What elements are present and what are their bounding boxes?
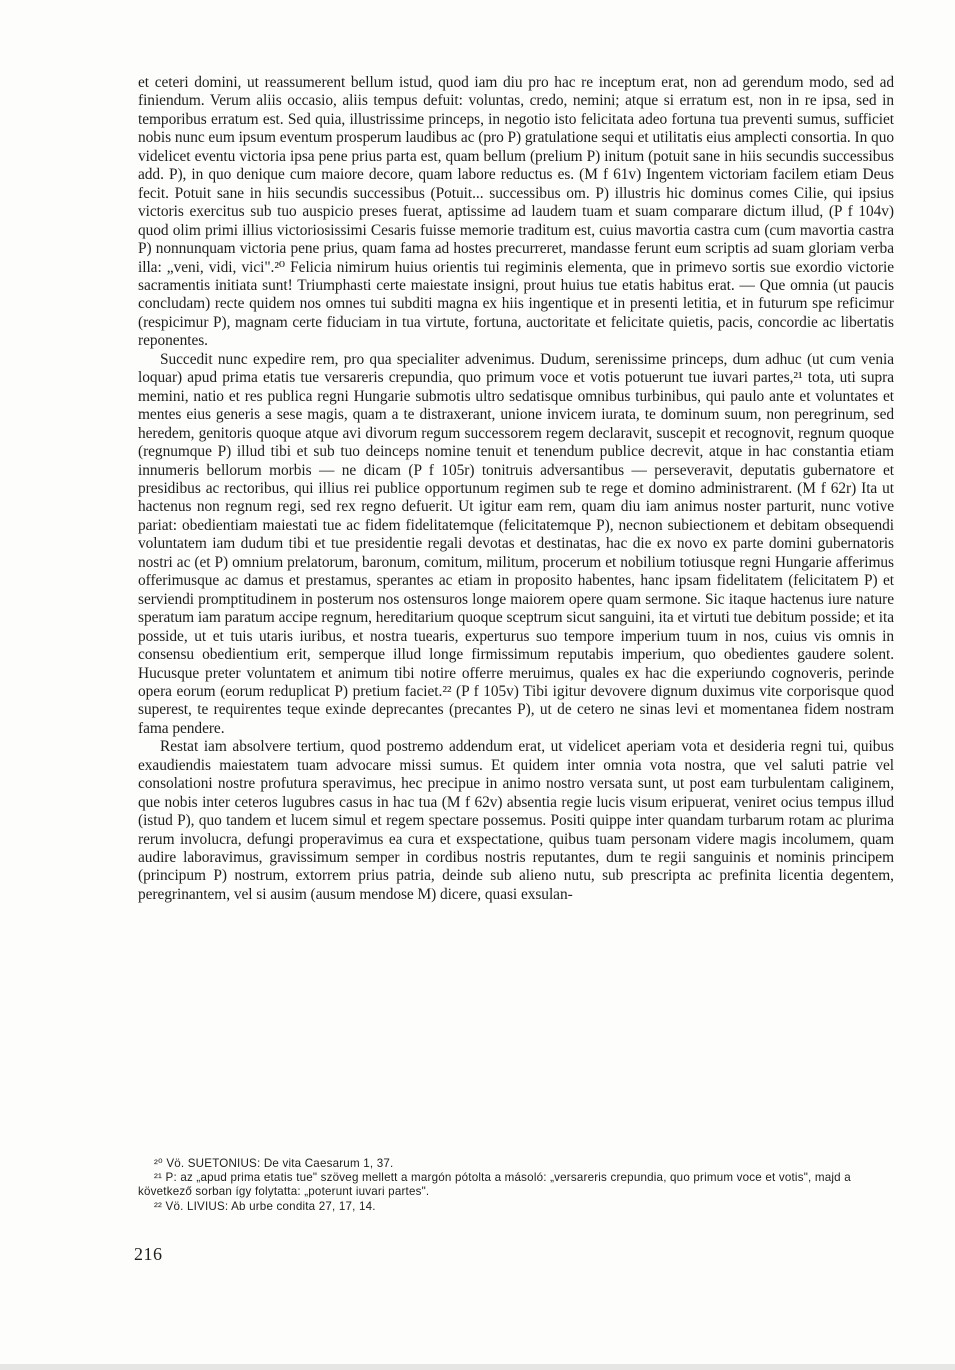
footnotes: [138, 1157, 894, 1214]
footnote-21: ²¹ P: az „apud prima etatis tue" szöveg mellett a margón pótolta a másoló: „versareris crepundia, quo primum voce et votis", majd a következő sorban így folytatta: „poterunt iuvari partes".: [138, 1171, 851, 1199]
paragraph-3: Restat iam absolvere tertium, quod postremo addendum erat, ut videlicet aperiam vota et desideria regni tui, quibus exaudiendis maiestatem tuam advocare missi sumus. Et quidem inter omnia vota nostra, que vel saluti patrie vel consolationi nostre profutura speravimus, hec precipue in animo nostro versata sunt, ut post eam turbulentam caliginem, que nobis inter ceteros lugubres casus in hac tua (M f 62v) absentia regie lucis visum eripuerat, veniret ocius tempus illud (istud P), quo tandem et lucem simul et regem spectare possemus. Positi quippe inter quandam turbarum rotam ac plurima rerum involucra, defungi properavimus ea cura et exspectatione, quibus tuam personam videre magis incolumem, quam audire laboravimus, gravissimum semper in cordibus nostris reputantes, dum te regii sanguinis et nominis principem (principum P) nostrum, extorrem prius patria, deinde sub alieno nutu, sub prescripta ac prefinita licentia degentem, peregrinantem, vel si ausim (ausum mendose M) dicere, quasi exsulan-: [138, 738, 894, 903]
main-text: [138, 74, 894, 904]
page-number: 216: [134, 1244, 163, 1264]
paragraph-2: Succedit nunc expedire rem, pro qua specialiter advenimus. Dudum, serenissime princeps, dum adhuc (ut cum venia loquar) apud prima etatis tue versareris crepundia, quo primum voce et votis potuerunt tue iuvari partes,²¹ tota, uti supra memini, natio et res publica regni Hungarie submotis ultro sedatisque omnibus turbinibus, qui paulo ante et voluntates et mentes eius generis a sese magis, quam a te distraxerant, unione invicem iurata, te dominum suum, non peregrinum, sed heredem, genitoris quoque atque avi divorum regum successorem regem declaravit, suscepit et recognovit, regnum quoque (regnumque P) illud tibi et sub tuo deinceps nomine tenuit et tenendum publice decrevit, atque in hac constantia etiam innumeris bellorum morbis — ne dicam (P f 105r) tonitruis adversantibus — perseveravit, deputatis gubernatore et presidibus ac rectoribus, qui illius rei publice opportunum regimen sub te rege et domino administrarent. (M f 62r) Ita ut hactenus non regnum regi, sed rex regno defuerit. Ut igitur eam rem, quam diu iam animus noster parturit, nunc votive pariat: obedientiam maiestati tue ac fidem fidelitatemque (felicitatemque P), necnon subiectionem et debitam obsequendi voluntatem iam dudum tibi et tue presidentie regali devotas et destinatas, hac die ex novo ex parte domini gubernatoris nostri ac (et P) omnium prelatorum, baronum, comitum, militum, procerum et nobilium totiusque regni Hungarie afferimus offerimusque ac damus et prestamus, sperantes ac etiam in proposito habentes, hanc ipsam fidelitatem (felicitatem P) et serviendi promptitudinem in posterum nos ostensuros longe maiorem opere quam sermone. Sic itaque hactenus iure nature speratum iam paratum accipe regnum, hereditarium quoque sceptrum sicut sanguini, ita et virtuti tue debitum posside; et ita posside, ut et tuis utaris iuribus, et nostra tuearis, experturus suo tempore imperium tuum in nos, cuius vis omnis in consensu obedientium erit, semperque illud longe firmissimum reputabis imperium, quo obedientes gaudere solent. Hucusque preter voluntatem et animum tibi notire offerre meruimus, quales ex hac die experiundo cognoveris, perinde opera eorum (eorum reduplicat P) pretium faciet.²² (P f 105v) Tibi igitur devovere dignum duximus vite corporisque quod superest, te requirentes teque exinde deprecantes (precantes P), ut de cetero ne sinas levi et momentanea fidem nostram fama pendere.: [138, 350, 894, 737]
page-bottom-edge: [0, 1364, 955, 1370]
paragraph-1: et ceteri domini, ut reassumerent bellum istud, quod iam diu pro hac re inceptum erat, non ad gerendum modo, sed ad finiendum. Verum aliis occasio, aliis tempus defuit: voluntas, credo, nemini; atque si erratum est, non in re ipsa, sed in temporibus erratum est. Sed quia, illustrissime princeps, in negotio isto felicitata adeo fortuna tua preventi sumus, sufficiet nobis nunc eum ipsum eventum prosperum laudibus ac (pro P) gratulatione sequi et utilitatis eius amplecti consortia. In quo videlicet eventu victoria ipsa pene prius parta est, quam bellum (prelium P) initum (potuit sane in hiis secundis successibus add. P), in quo denique cum maiore decore, quam labore reductus es. (M f 61v) Ingentem victoriam facilem etiam Deus fecit. Potuit sane in hiis secundis successibus (Potuit... successibus om. P) illustris hic dominus comes Cilie, qui ipsius victoris exercitus sub tuo auspicio preses fuerat, aptissime ad laudem tuam et suam comparare dictum illud, (P f 104v) quod olim primi illius victoriosissimi Cesaris fuisse memorie traditum est, cuius mavortia castra cum (cum mavortia castra P) nonnunquam victoria pene prius, quam fama ad hostes precurreret, mandasse ferunt eum scriptis ad suam gloriam verba illa: „veni, vidi, vici".²⁰ Felicia nimirum huius orientis tui regiminis elementa, que in primevo sortis sue exordio victorie sacramentis initiata sunt! Triumphasti certe maiestate insigni, prout huius tue etatis habitus erat. — Que omnia (ut paucis concludam) recte quidem nos omnes tui subditi magna ex hiis ingentique et in presenti letitia, et in futurum spe reficimur (respicimur P), magnam certe fiduciam in tua virtute, fortuna, auctoritate et felicitate quietis, pacis, concordie ac libertatis reponentes.: [138, 74, 894, 350]
footnote-20: ²⁰ Vö. SUETONIUS: De vita Caesarum 1, 37.: [154, 1157, 394, 1170]
footnote-22: ²² Vö. LIVIUS: Ab urbe condita 27, 17, 14.: [154, 1199, 376, 1213]
